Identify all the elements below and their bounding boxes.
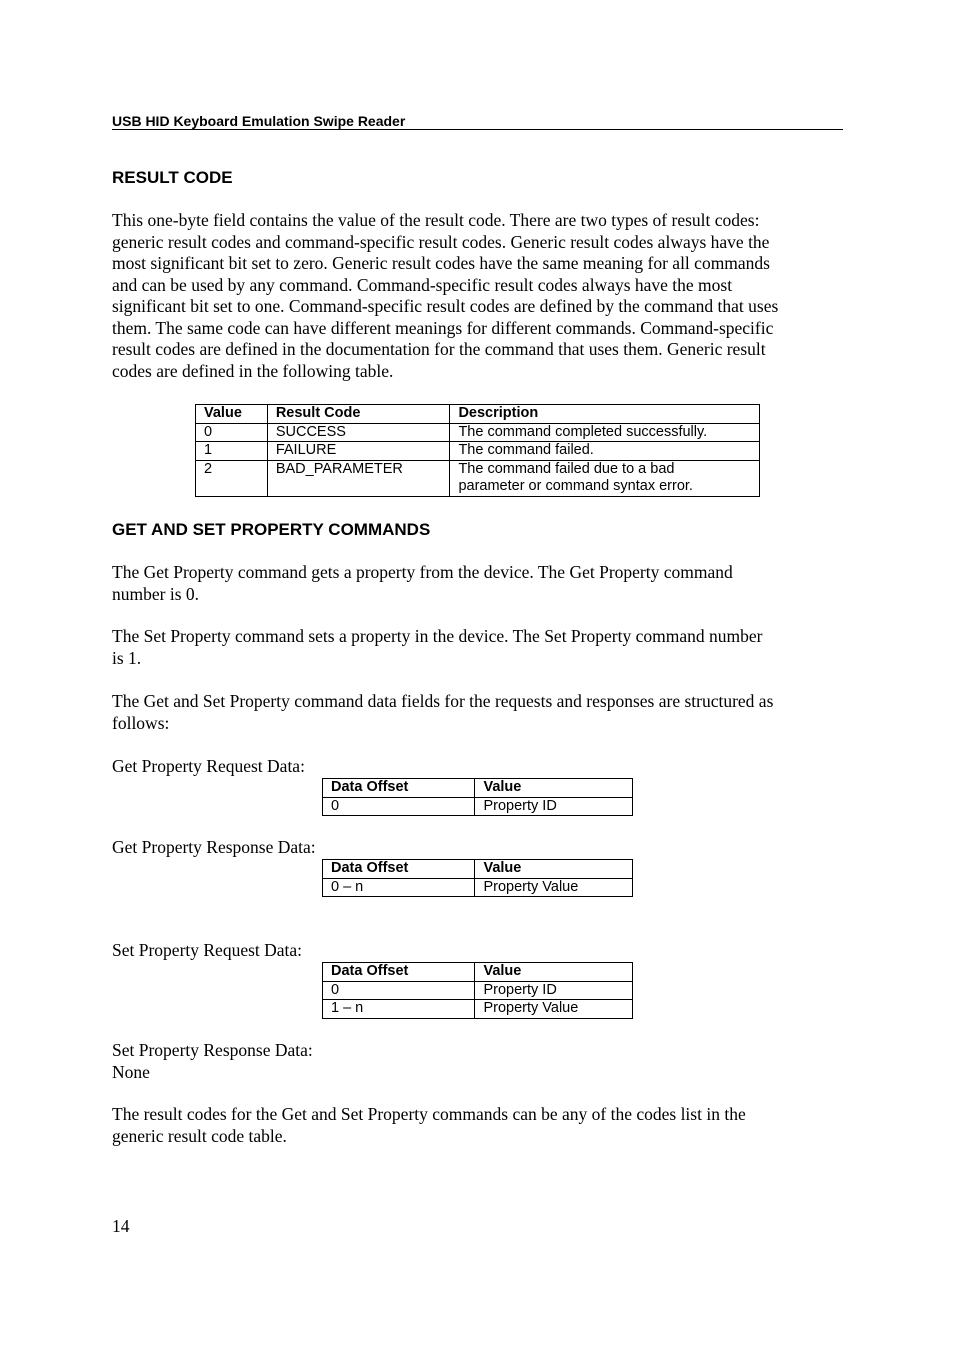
- paragraph-line: The result codes for the Get and Set Property commands can be any of the codes list in the: [112, 1104, 746, 1124]
- set-response-block: [112, 1040, 836, 1083]
- table-cell: BAD_PARAMETER: [267, 460, 450, 496]
- table-cell: Property ID: [475, 981, 633, 1000]
- table-row: [323, 1000, 633, 1019]
- paragraph-line: The Get Property command gets a property from the device. The Get Property command: [112, 562, 733, 582]
- running-header: USB HID Keyboard Emulation Swipe Reader: [112, 113, 843, 130]
- table-header-row: [323, 860, 633, 879]
- column-header: Description: [450, 405, 760, 424]
- column-header: Result Code: [267, 405, 450, 424]
- paragraph-line: This one-byte field contains the value of the result code. There are two types of result codes:: [112, 210, 760, 230]
- table-cell: [450, 442, 760, 461]
- table-cell: Property Value: [475, 878, 633, 897]
- table-row: [323, 797, 633, 816]
- page-number: 14: [112, 1216, 130, 1236]
- paragraph-line: The Get and Set Property command data fields for the requests and responses are structured as: [112, 691, 774, 711]
- closing-paragraph: [112, 1104, 836, 1147]
- paragraph-line: codes are defined in the following table.: [112, 360, 394, 381]
- get-response-label: [112, 837, 836, 859]
- paragraph-line: most significant bit set to zero. Generic result codes have the same meaning for all commands: [112, 253, 770, 273]
- paragraph-line: The Set Property command sets a property in the device. The Set Property command number: [112, 626, 763, 646]
- get-property-paragraph: [112, 562, 836, 605]
- get-request-label: [112, 756, 836, 778]
- paragraph-line: number is 0.: [112, 583, 200, 604]
- column-header: Data Offset: [323, 779, 475, 798]
- table-cell: 0: [323, 797, 475, 816]
- table-cell: FAILURE: [267, 442, 450, 461]
- label-text: Get Property Request Data:: [112, 756, 305, 776]
- result-code-paragraph: [112, 210, 836, 382]
- label-text: Set Property Request Data:: [112, 940, 303, 960]
- set-request-label: [112, 940, 836, 962]
- set-property-paragraph: [112, 626, 836, 669]
- table-header-row: [323, 779, 633, 798]
- cell-line: The command failed.: [458, 442, 594, 458]
- table-cell: 2: [196, 460, 268, 496]
- paragraph-line: and can be used by any command. Command-specific result codes always have the most: [112, 274, 733, 295]
- set-request-table: [322, 962, 633, 1019]
- table-cell: [450, 423, 760, 442]
- column-header: Data Offset: [323, 963, 475, 982]
- structure-paragraph: [112, 691, 836, 734]
- paragraph-line: them. The same code can have different meanings for different commands. Command-specific: [112, 317, 774, 338]
- table-cell: [450, 460, 760, 496]
- paragraph-line: follows:: [112, 712, 170, 733]
- column-header: Value: [475, 779, 633, 798]
- table-row: [323, 878, 633, 897]
- table-cell: Property Value: [475, 1000, 633, 1019]
- label-text: Get Property Response Data:: [112, 837, 316, 857]
- get-response-table: [322, 859, 633, 897]
- table-header-row: [323, 963, 633, 982]
- table-cell: Property ID: [475, 797, 633, 816]
- section-heading-property-commands: GET AND SET PROPERTY COMMANDS: [112, 520, 431, 539]
- table-cell: 0: [196, 423, 268, 442]
- table-cell: 1 – n: [323, 1000, 475, 1019]
- table-cell: 0 – n: [323, 878, 475, 897]
- table-row: [196, 423, 760, 442]
- table-row: [196, 460, 760, 496]
- column-header: Value: [196, 405, 268, 424]
- table-header-row: [196, 405, 760, 424]
- get-request-table: [322, 778, 633, 816]
- table-row: [196, 442, 760, 461]
- table-row: [323, 981, 633, 1000]
- generic-result-code-table: [195, 404, 760, 497]
- label-text: Set Property Response Data:: [112, 1040, 313, 1060]
- paragraph-line: generic result codes and command-specific result codes. Generic result codes always have the: [112, 231, 770, 252]
- paragraph-line: is 1.: [112, 647, 142, 668]
- response-value: None: [112, 1061, 150, 1082]
- table-cell: SUCCESS: [267, 423, 450, 442]
- table-cell: 1: [196, 442, 268, 461]
- column-header: Value: [475, 860, 633, 879]
- table-cell: 0: [323, 981, 475, 1000]
- column-header: Data Offset: [323, 860, 475, 879]
- cell-line: parameter or command syntax error.: [458, 478, 693, 494]
- section-heading-result-code: RESULT CODE: [112, 168, 233, 187]
- paragraph-line: result codes are defined in the documentation for the command that uses them. Generic result: [112, 339, 766, 359]
- column-header: Value: [475, 963, 633, 982]
- paragraph-line: significant bit set to one. Command-specific result codes are defined by the command that uses: [112, 296, 779, 316]
- paragraph-line: generic result code table.: [112, 1125, 287, 1146]
- cell-line: The command completed successfully.: [458, 423, 708, 440]
- cell-line: The command failed due to a bad: [458, 460, 675, 477]
